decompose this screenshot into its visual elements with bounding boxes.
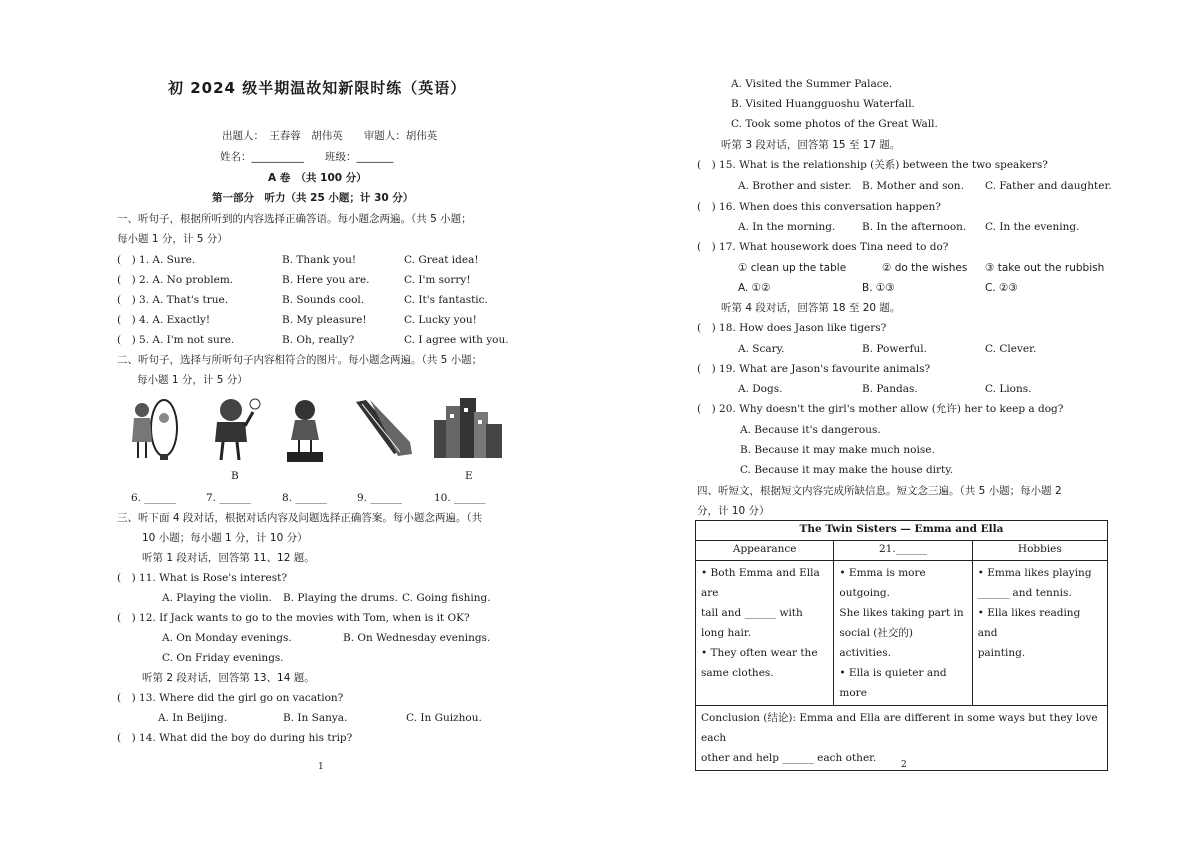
q1-option-c: C. Great idea! [404,254,479,266]
q17-item-1: ① clean up the table [738,262,847,274]
q20-option-b: B. Because it may make much noise. [740,444,935,456]
section2-instruction: 二、听句子，选择与所听句子内容相符合的图片。每小题念两遍。（共 5 小题； [117,354,483,366]
q2-option-a: ( ) 2. A. No problem. [117,274,234,286]
appearance-cell [696,561,834,706]
q15-option-c: C. Father and daughter. [985,180,1112,192]
q18-stem: ( ) 18. How does Jason like tigers? [697,322,887,334]
q14-option-c: C. Took some photos of the Great Wall. [731,118,938,130]
page-2 [600,0,1200,847]
personality-line-4: activities. [839,647,891,659]
hobbies-cell [972,561,1107,706]
q1-option-a: ( ) 1. A. Sure. [117,254,196,266]
personality-line-3: social (社交的) [839,627,914,639]
section1-score: 每小题 1 分，计 5 分） [117,233,228,245]
section1-instruction: 一、听句子，根据所听到的内容选择正确答语。每小题念两遍。（共 5 小题； [117,213,472,225]
q3-option-b: B. Sounds cool. [282,294,365,306]
q17-option-a: A. ①② [738,282,771,294]
blank-q7: 7. ______ [206,492,251,504]
q5-option-b: B. Oh, really? [282,334,355,346]
q1-option-b: B. Thank you! [282,254,357,266]
picture-label-b: B [231,470,239,482]
q15-option-b: B. Mother and son. [862,180,964,192]
section2-score: 每小题 1 分，计 5 分） [137,374,248,386]
section3-score: 10 小题；每小题 1 分，计 10 分） [142,532,308,544]
personality-line-1: • Emma is more outgoing. [839,567,926,599]
q3-option-c: C. It's fantastic. [404,294,488,306]
picture-c-girl-stage-icon [283,396,327,464]
appearance-line-2: tall and ______ with [701,607,803,619]
q17-item-3: ③ take out the rubbish [985,262,1105,274]
q19-option-a: A. Dogs. [738,383,783,395]
q2-option-b: B. Here you are. [282,274,370,286]
q15-option-a: A. Brother and sister. [738,180,852,192]
table-head-appearance: Appearance [696,541,834,561]
q14-option-b: B. Visited Huangguoshu Waterfall. [731,98,915,110]
hobbies-line-1: • Emma likes playing [977,567,1092,579]
q17-item-2: ② do the wishes [882,262,968,274]
table-head-hobbies: Hobbies [972,541,1107,561]
q12-stem: ( ) 12. If Jack wants to go to the movies with Tom, when is it OK? [117,612,470,624]
q18-option-b: B. Powerful. [862,343,927,355]
q20-option-a: A. Because it's dangerous. [740,424,881,436]
q14-stem: ( ) 14. What did the boy do during his trip? [117,732,353,744]
q13-option-a: A. In Beijing. [158,712,228,724]
q5-option-a: ( ) 5. A. I'm not sure. [117,334,235,346]
q4-option-a: ( ) 4. A. Exactly! [117,314,211,326]
q20-option-c: C. Because it may make the house dirty. [740,464,954,476]
q12-option-a: A. On Monday evenings. [162,632,292,644]
q15-stem: ( ) 15. What is the relationship (关系) between the two speakers? [697,159,1048,171]
q19-stem: ( ) 19. What are Jason's favourite animals? [697,363,931,375]
hobbies-line-2: ______ and tennis. [977,587,1072,599]
q18-option-c: C. Clever. [985,343,1037,355]
q12-option-c: C. On Friday evenings. [162,652,284,664]
q12-option-b: B. On Wednesday evenings. [343,632,491,644]
authors-line: 出题人： 王春蓉 胡伟英 审题人：胡伟英 [222,130,438,142]
q13-option-b: B. In Sanya. [283,712,348,724]
dialogue-3-heading: 听第 3 段对话，回答第 15 至 17 题。 [721,139,901,151]
appearance-line-5: same clothes. [701,667,774,679]
conclusion-line-1: Conclusion (结论): Emma and Ella are different in some ways but they love each [701,712,1098,744]
picture-e-city-icon [430,396,506,460]
exam-title: 初 2024 级半期温故知新限时练（英语） [168,79,467,97]
q16-stem: ( ) 16. When does this conversation happen? [697,201,941,213]
section4-instruction: 四、听短文，根据短文内容完成所缺信息。短文念三遍。（共 5 小题；每小题 2 [697,485,1062,497]
dialogue-4-heading: 听第 4 段对话，回答第 18 至 20 题。 [721,302,901,314]
q19-option-c: C. Lions. [985,383,1032,395]
conclusion-line-2: other and help ______ each other. [701,752,877,764]
dialogue-1-heading: 听第 1 段对话，回答第 11、12 题。 [142,552,315,564]
picture-b-boy-icon [207,396,263,462]
hobbies-line-4: painting. [977,647,1026,659]
section3-instruction: 三、听下面 4 段对话，根据对话内容及问题选择正确答案。每小题念两遍。（共 [117,512,483,524]
q13-stem: ( ) 13. Where did the girl go on vacation? [117,692,344,704]
table-title: The Twin Sisters — Emma and Ella [696,521,1108,541]
section-a-title: A 卷 （共 100 分） [268,172,367,184]
section4-score: 分，计 10 分） [697,505,770,517]
blank-q10: 10. ______ [434,492,486,504]
twin-sisters-table [695,520,1108,771]
picture-d-shapes-icon [354,398,414,460]
q11-option-b: B. Playing the drums. [283,592,398,604]
appearance-line-1: • Both Emma and Ella are [701,567,820,599]
blank-q8: 8. ______ [282,492,327,504]
q16-option-c: C. In the evening. [985,221,1080,233]
q11-option-c: C. Going fishing. [402,592,491,604]
personality-line-2: She likes taking part in [839,607,964,619]
q2-option-c: C. I'm sorry! [404,274,471,286]
q20-stem: ( ) 20. Why doesn't the girl's mother allow (允许) her to keep a dog? [697,403,1064,415]
dialogue-2-heading: 听第 2 段对话，回答第 13、14 题。 [142,672,315,684]
hobbies-line-3: • Ella likes reading and [977,607,1081,639]
page-number-2: 2 [901,760,907,770]
personality-cell [834,561,972,706]
page-number-1: 1 [318,762,324,772]
q11-option-a: A. Playing the violin. [162,592,273,604]
blank-q9: 9. ______ [357,492,402,504]
q18-option-a: A. Scary. [738,343,785,355]
q4-option-c: C. Lucky you! [404,314,477,326]
q16-option-a: A. In the morning. [738,221,836,233]
q17-stem: ( ) 17. What housework does Tina need to do? [697,241,949,253]
part1-title: 第一部分 听力（共 25 小题；计 30 分） [212,192,414,204]
q11-stem: ( ) 11. What is Rose's interest? [117,572,287,584]
q13-option-c: C. In Guizhou. [406,712,482,724]
picture-label-e: E [465,470,473,482]
q14-option-a: A. Visited the Summer Palace. [731,78,893,90]
personality-line-5: • Ella is quieter and more [839,667,947,699]
q16-option-b: B. In the afternoon. [862,221,967,233]
blank-q6: 6. ______ [131,492,176,504]
appearance-line-3: long hair. [701,627,752,639]
q17-option-b: B. ①③ [862,282,895,294]
picture-a-girl-mirror-icon [128,396,180,462]
q17-option-c: C. ②③ [985,282,1018,294]
q5-option-c: C. I agree with you. [404,334,509,346]
name-class-line: 姓名：__________ 班级：_______ [220,151,394,163]
q3-option-a: ( ) 3. A. That's true. [117,294,229,306]
q4-option-b: B. My pleasure! [282,314,367,326]
q19-option-b: B. Pandas. [862,383,918,395]
appearance-line-4: • They often wear the [701,647,818,659]
table-head-blank-21: 21.______ [834,541,972,561]
